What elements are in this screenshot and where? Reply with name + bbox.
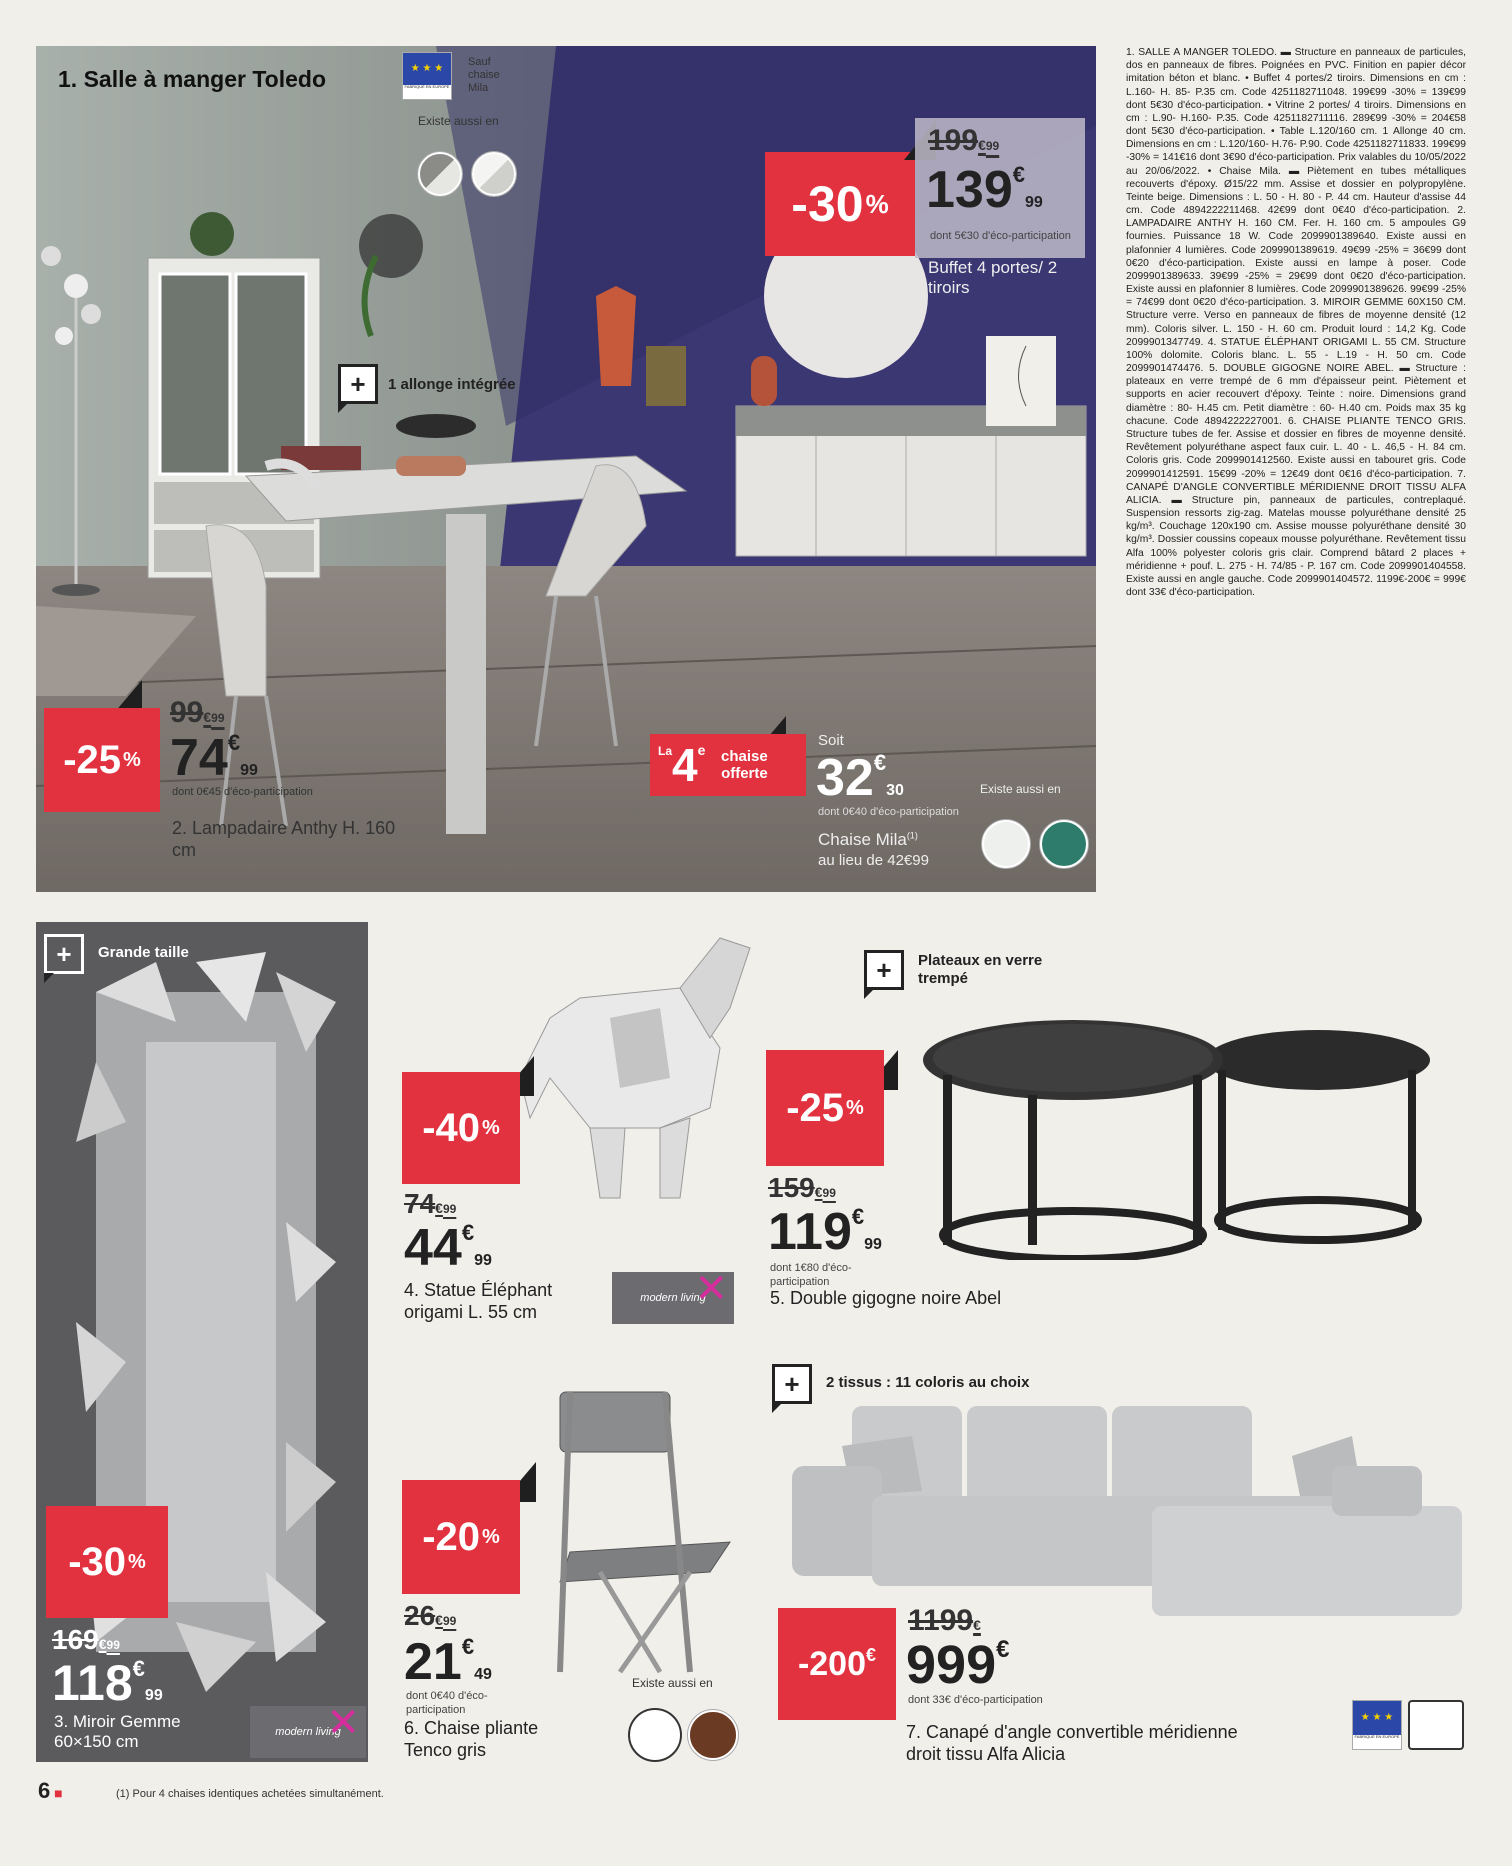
folding-chair-label: 6. Chaise pliante Tenco gris [404,1718,539,1760]
buffet-label: Buffet 4 portes/ 2 tiroirs [928,258,1058,298]
brand-logo-modern-living: modern living ✕ [250,1706,366,1758]
chair-exists-also: Existe aussi en [980,782,1061,796]
chair-soit: Soit [818,732,844,749]
elephant-label: 4. Statue Éléphant origami L. 55 cm [404,1280,553,1322]
lamp-price: 74€99 [170,729,258,787]
tables-price: 119€99 [768,1203,882,1261]
mirror-old-price: 169€99 [52,1624,120,1655]
chair-price: 32€30 [816,749,904,807]
sofa-illustration [772,1396,1472,1626]
sofa-eco: dont 33€ d'éco-participation [908,1694,1043,1706]
buffet-discount-badge: -30 % [765,152,915,256]
page-number: 6 ■ [38,1778,63,1803]
plus-feature-icon: + [772,1364,812,1404]
buffet-price: 139€99 [926,161,1043,219]
buffet-eco: dont 5€30 d'éco-participation [930,230,1071,242]
hero-title: 1. Salle à manger Toledo [58,66,326,92]
chair-discount-badge: -20 % [402,1480,520,1594]
sofa-label: 7. Canapé d'angle convertible méridienne droit tissu Alfa Alicia [906,1722,1238,1764]
sofa-feature: 2 tissus : 11 coloris au choix [826,1374,1030,1391]
brand-logo-modern-living: modern living ✕ [612,1272,734,1324]
chair-regular-price: au lieu de 42€99 [818,852,929,869]
lamp-label: 2. Lampadaire Anthy H. 160 cm [172,818,396,860]
tables-label: 5. Double gigogne noire Abel [770,1288,1002,1308]
plus-feature-icon: + [44,934,84,974]
eu-exception-note: Sauf chaise Mila [468,56,500,95]
folding-chair-exists-also: Existe aussi en [632,1676,713,1690]
furniture-label-icon [1408,1700,1464,1750]
allonge-feature: 1 allonge intégrée [388,376,516,393]
lamp-eco: dont 0€45 d'éco-participation [172,786,313,798]
plus-feature-icon: + [864,950,904,990]
eu-flag-caption: FABRIQUÉ EN EUROPE [1354,1734,1400,1739]
swatch-grey-concrete[interactable] [418,152,462,196]
elephant-discount-badge: -40 % [402,1072,520,1184]
tables-discount-badge: -25 % [766,1050,884,1166]
swatch-white[interactable] [630,1710,680,1760]
nesting-tables-illustration [918,1010,1448,1260]
eu-flag-icon: ★ ★ ★ FABRIQUÉ EN EUROPE [402,52,452,100]
chair-offer-badge: La 4 e chaise offerte [650,734,806,796]
folding-chair-old-price: 26€99 [404,1600,457,1631]
swatch-beige[interactable] [982,820,1030,868]
chair-eco: dont 0€40 d'éco-participation [818,806,959,818]
buffet-old-price: 199€99 [928,124,1000,157]
folding-chair-eco: dont 0€40 d'éco-participation [406,1690,488,1716]
tables-feature: Plateaux en verre trempé [918,952,1043,987]
mirror-label: 3. Miroir Gemme 60×150 cm [54,1712,181,1752]
tables-old-price: 159€99 [768,1172,836,1203]
swatch-green[interactable] [1040,820,1088,868]
lamp-old-price: 99€99 [170,696,225,729]
folding-chair-illustration [540,1382,740,1682]
sofa-price: 999€ [906,1635,1010,1695]
mirror-feature: Grande taille [98,944,189,961]
elephant-price: 44€99 [404,1219,492,1277]
eu-flag-icon: ★ ★ ★ FABRIQUÉ EN EUROPE [1352,1700,1402,1750]
swatch-brown[interactable] [688,1710,738,1760]
lamp-discount-badge: -25 % [44,708,160,812]
elephant-illustration [510,928,760,1208]
hero-exists-also: Existe aussi en [418,114,499,128]
mirror-discount-badge: -30 % [46,1506,168,1618]
chair-label: Chaise Mila$^{(1)}$ [818,830,918,849]
folding-chair-price: 21€49 [404,1633,492,1691]
mirror-price: 118€99 [52,1655,163,1711]
eu-flag-caption: FABRIQUÉ EN EUROPE [404,84,450,89]
tables-eco: dont 1€80 d'éco-participation [770,1262,852,1288]
footnote: (1) Pour 4 chaises identiques achetées simultanément. [116,1788,384,1800]
swatch-white[interactable] [472,152,516,196]
product-description: 1. SALLE A MANGER TOLEDO. ▬ Structure en panneaux de particules, dos en panneaux de fibres. Poignées en PVC. Finition en papier décor imitation béton et blanc. • Buffet 4 portes/2 tiroirs. Dimensions en cm : L.160- H. 85- P.35 cm. Code 4251182711048. 199€99 -30% = 139€99 dont 5€30 d'éco-participation. • Vitrine 2 portes/ 4 tiroirs. Dimensions en cm : L.90- H.160- P.35. Code 4251182711116. 289€99 -30% = 204€58 dont 5€30 d'éco-participation. • Table L.120/160 cm. 1 Allonge 40 cm. Dimensions en cm : L.120/160- H.76- P.90. Code 4251182711833. 199€99 -30% = 141€16 dont 3€90 d'éco-participation. Prix valables du 10/05/2022 au 20/06/2022. • Chaise Mila. ▬ Piètement en tubes métalliques recouverts d'époxy. Ø15/22 mm. Assise et dossier en polypropylène. Teinte beige. Dimensions : L. 50 - H. 80 - P. 44 cm. Hauteur d'assise 44 cm. Code 4894222211468. 42€99 dont 0€40 d'éco-participation. 2. LAMPADAIRE ANTHY H. 160 CM. Fer. H. 160 cm. 5 ampoules G9 fournies. Puissance 18 W. Code 2099901389640. Existe aussi en plafonnier 4 lumières. Code 2099901389619. 49€99 -25% = 36€99 dont 0€20 d'éco-participation. Existe aussi en lampe à poser. Code 2099901389633. 39€99 -25% = 29€99 dont 0€20 d'éco-participation. Existe aussi en plafonnier 8 lumières. Code 2099901389626. 99€99 -25% = 74€99 dont 0€20 d'éco-participation. 3. MIROIR GEMME 60X150 CM. Structure verre. Verso en panneaux de fibres de moyenne densité (12 mm). Coloris silver. L. 150 - H. 60 cm. Produit lourd : 14,2 Kg. Code 2099901347749. 4. STATUE ÉLÉPHANT ORIGAMI L. 55 CM. Structure 100% dolomite. Coloris blanc. L. 55 - L.19 - H. 50 cm. Code 2099901474476. 5. DOUBLE GIGOGNE NOIRE ABEL. ▬ Structure : plateaux en verre trempé de 6 mm d'épaisseur peint. Piètement et supports en acier recouvert d'époxy. Teinte : noire. Dimensions grand diamètre : 80- H.45 cm. Petit diamètre : 60- H.40 cm. Poids max 35 kg chacune. Code 4894222227001. 6. CHAISE PLIANTE TENCO GRIS. Structure tubes de fer. Assise et dossier en fibres de moyenne densité. Revêtement polyuréthane aspect faux cuir. L. 40 - L. 46,5 - H. 84 cm. Coloris gris. Code 2099901412560. Existe aussi en tabouret gris. Code 2099901412591. 15€99 -20% = 12€49 dont 0€16 d'éco-participation. 7. CANAPÉ D'ANGLE CONVERTIBLE MÉRIDIENNE DROIT TISSU ALFA ALICIA. ▬ Structure pin, panneaux de particules, contreplaqué. Suspension ressorts zig-zag. Matelas mousse polyuréthane densité 25 kg/m³. Couchage 120x190 cm. Assise mousse polyuréthane densité 30 kg/m³. Dossier coussins copeaux mousse polyuréthane. Revêtement tissu Alfa 100% polyester coloris gris clair. Comprend bâtard 2 places + méridienne + pouf. L. 275 - H. 74/85 - P. 167 cm. Code 2099901404558. Existe aussi en angle gauche. Code 2099901404572. 1199€-200€ = 999€ dont 33€ d'éco-participation. [1126,47,1466,599]
sofa-discount-badge: -200 € [778,1608,896,1720]
elephant-old-price: 74€99 [404,1188,457,1219]
plus-feature-icon: + [338,364,378,404]
sofa-old-price: 1199€ [908,1604,981,1637]
